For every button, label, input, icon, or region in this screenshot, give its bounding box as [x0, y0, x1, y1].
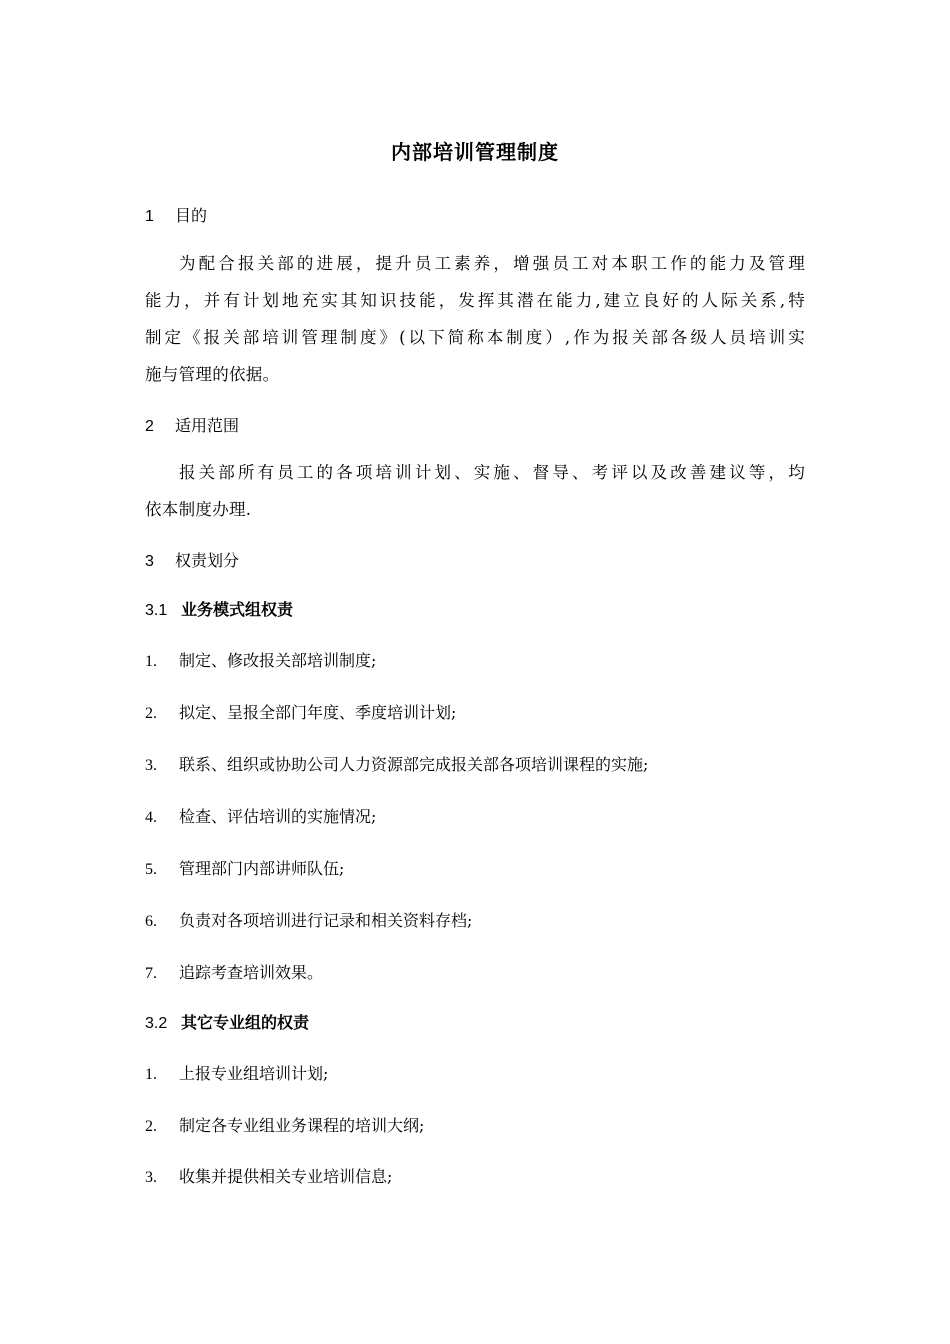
section-heading-2 [145, 415, 239, 438]
list-item [145, 1063, 328, 1086]
list-text: 制定、修改报关部培训制度; [179, 651, 377, 670]
list-item [145, 1115, 424, 1138]
section-heading-1 [145, 205, 207, 228]
list-number: 4. [145, 809, 157, 826]
list-text: 管理部门内部讲师队伍; [179, 859, 345, 878]
list-item [145, 754, 648, 777]
list-item [145, 806, 376, 829]
subsection-number: 3.2 [145, 1015, 168, 1032]
list-text: 联系、组织或协助公司人力资源部完成报关部各项培训课程的实施; [179, 755, 649, 774]
section-heading-3 [145, 550, 239, 573]
list-text: 拟定、呈报全部门年度、季度培训计划; [179, 703, 457, 722]
list-number: 1. [145, 653, 157, 670]
list-number: 3. [145, 1169, 157, 1186]
list-number: 2. [145, 705, 157, 722]
subsection-number: 3.1 [145, 602, 168, 619]
subsection-heading-3-1 [145, 599, 293, 622]
paragraph-line: 报关部所有员工的各项培训计划、实施、督导、考评以及改善建议等，均 [179, 463, 805, 482]
list-item [145, 650, 376, 673]
section-number: 1 [145, 208, 154, 225]
paragraph-line: 依本制度办理. [145, 500, 252, 519]
list-text: 制定各专业组业务课程的培训大纲; [179, 1116, 425, 1135]
section-number: 2 [145, 418, 154, 435]
list-item [145, 962, 323, 985]
list-number: 7. [145, 965, 157, 982]
list-item [145, 702, 456, 725]
list-text: 追踪考查培训效果。 [179, 963, 324, 982]
section-title: 目的 [175, 206, 208, 225]
list-item [145, 1166, 392, 1189]
list-number: 1. [145, 1066, 157, 1083]
list-item [145, 858, 344, 881]
list-text: 检查、评估培训的实施情况; [179, 807, 377, 826]
list-text: 上报专业组培训计划; [179, 1064, 329, 1083]
subsection-title: 其它专业组的权责 [181, 1013, 310, 1032]
paragraph-line: 为配合报关部的进展，提升员工素养，增强员工对本职工作的能力及管理 [179, 254, 805, 273]
document-title: 内部培训管理制度 [391, 140, 559, 164]
list-text: 负责对各项培训进行记录和相关资料存档; [179, 911, 473, 930]
section-title: 权责划分 [175, 551, 240, 570]
paragraph-line: 施与管理的依据。 [145, 365, 280, 384]
list-number: 6. [145, 913, 157, 930]
list-number: 3. [145, 757, 157, 774]
list-item [145, 910, 472, 933]
section-title: 适用范围 [175, 416, 240, 435]
list-text: 收集并提供相关专业培训信息; [179, 1167, 393, 1186]
paragraph-line: 制定《报关部培训管理制度》(以下简称本制度）,作为报关部各级人员培训实 [145, 328, 805, 347]
list-number: 2. [145, 1118, 157, 1135]
section-number: 3 [145, 553, 154, 570]
subsection-heading-3-2 [145, 1012, 309, 1035]
paragraph-line: 能力，并有计划地充实其知识技能，发挥其潜在能力,建立良好的人际关系,特 [145, 291, 805, 310]
subsection-title: 业务模式组权责 [181, 600, 294, 619]
list-number: 5. [145, 861, 157, 878]
